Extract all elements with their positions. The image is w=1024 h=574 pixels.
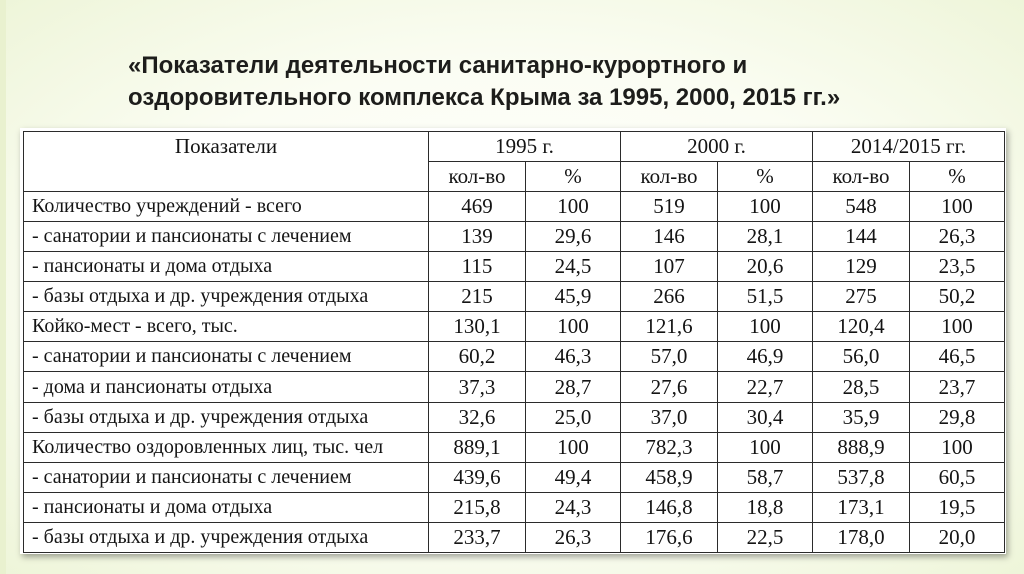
table-header-row [24,132,1005,162]
cell-count: 130,1 [429,312,526,342]
cell-percent: 30,4 [718,402,813,432]
indicators-table [23,131,1005,553]
cell-count: 32,6 [429,402,526,432]
cell-count: 233,7 [429,522,526,552]
row-label: Количество учреждений - всего [24,192,429,222]
cell-count: 28,5 [813,372,910,402]
cell-percent: 26,3 [526,522,621,552]
cell-count: 146 [621,222,718,252]
cell-count: 121,6 [621,312,718,342]
cell-percent: 46,9 [718,342,813,372]
cell-percent: 100 [910,312,1005,342]
cell-count: 120,4 [813,312,910,342]
cell-count: 469 [429,192,526,222]
cell-percent: 28,1 [718,222,813,252]
slide-title-line-2: оздоровительного комплекса Крыма за 1995, 2000, 2015 гг.» [128,84,841,111]
cell-count: 35,9 [813,402,910,432]
row-label: - санатории и пансионаты с лечением [24,462,429,492]
cell-percent: 100 [718,432,813,462]
table-row [24,492,1005,522]
cell-count: 537,8 [813,462,910,492]
table-row [24,462,1005,492]
table-row [24,282,1005,312]
cell-percent: 20,0 [910,522,1005,552]
cell-percent: 23,7 [910,372,1005,402]
cell-percent: 23,5 [910,252,1005,282]
subheader-count: кол-во [429,162,526,192]
cell-count: 548 [813,192,910,222]
cell-count: 176,6 [621,522,718,552]
cell-count: 266 [621,282,718,312]
row-label: - пансионаты и дома отдыха [24,492,429,522]
cell-count: 115 [429,252,526,282]
table-row [24,432,1005,462]
subheader-percent: % [718,162,813,192]
cell-count: 215 [429,282,526,312]
cell-percent: 50,2 [910,282,1005,312]
cell-count: 439,6 [429,462,526,492]
cell-count: 275 [813,282,910,312]
row-label: - базы отдыха и др. учреждения отдыха [24,402,429,432]
table-row [24,222,1005,252]
header-year-2000: 2000 г. [621,132,813,162]
subheader-percent: % [526,162,621,192]
row-label: Количество оздоровленных лиц, тыс. чел [24,432,429,462]
cell-count: 215,8 [429,492,526,522]
data-table-container [20,128,1006,554]
cell-percent: 28,7 [526,372,621,402]
cell-count: 144 [813,222,910,252]
cell-count: 129 [813,252,910,282]
row-label: - базы отдыха и др. учреждения отдыха [24,522,429,552]
cell-count: 37,0 [621,402,718,432]
table-row [24,402,1005,432]
cell-percent: 24,3 [526,492,621,522]
slide-title-line-1: «Показатели деятельности санитарно-курортного и [128,52,748,79]
cell-count: 139 [429,222,526,252]
row-label: - дома и пансионаты отдыха [24,372,429,402]
row-label: - пансионаты и дома отдыха [24,252,429,282]
cell-percent: 45,9 [526,282,621,312]
table-row [24,312,1005,342]
table-row [24,522,1005,552]
cell-count: 56,0 [813,342,910,372]
cell-percent: 49,4 [526,462,621,492]
cell-count: 888,9 [813,432,910,462]
cell-percent: 46,3 [526,342,621,372]
cell-percent: 100 [718,192,813,222]
cell-count: 458,9 [621,462,718,492]
cell-count: 782,3 [621,432,718,462]
cell-count: 27,6 [621,372,718,402]
row-label: Койко-мест - всего, тыс. [24,312,429,342]
subheader-count: кол-во [621,162,718,192]
table-row [24,372,1005,402]
row-label: - санатории и пансионаты с лечением [24,342,429,372]
cell-percent: 18,8 [718,492,813,522]
cell-count: 173,1 [813,492,910,522]
cell-count: 178,0 [813,522,910,552]
header-year-1995: 1995 г. [429,132,621,162]
cell-percent: 58,7 [718,462,813,492]
cell-count: 37,3 [429,372,526,402]
cell-percent: 46,5 [910,342,1005,372]
cell-percent: 51,5 [718,282,813,312]
cell-percent: 22,5 [718,522,813,552]
cell-percent: 29,6 [526,222,621,252]
subheader-count: кол-во [813,162,910,192]
slide-title [128,50,948,114]
cell-percent: 100 [718,312,813,342]
row-label: - базы отдыха и др. учреждения отдыха [24,282,429,312]
cell-percent: 19,5 [910,492,1005,522]
cell-count: 60,2 [429,342,526,372]
cell-percent: 100 [526,192,621,222]
row-label: - санатории и пансионаты с лечением [24,222,429,252]
cell-percent: 26,3 [910,222,1005,252]
cell-percent: 20,6 [718,252,813,282]
subheader-percent: % [910,162,1005,192]
cell-percent: 29,8 [910,402,1005,432]
header-year-2015: 2014/2015 гг. [813,132,1005,162]
cell-count: 146,8 [621,492,718,522]
cell-percent: 24,5 [526,252,621,282]
cell-percent: 100 [910,192,1005,222]
table-row [24,342,1005,372]
header-indicators: Показатели [24,132,429,192]
cell-percent: 100 [526,432,621,462]
cell-percent: 100 [526,312,621,342]
cell-percent: 100 [910,432,1005,462]
cell-count: 889,1 [429,432,526,462]
cell-percent: 60,5 [910,462,1005,492]
table-row [24,252,1005,282]
cell-percent: 25,0 [526,402,621,432]
cell-percent: 22,7 [718,372,813,402]
cell-count: 57,0 [621,342,718,372]
slide-edge [0,0,6,574]
table-row [24,192,1005,222]
cell-count: 107 [621,252,718,282]
cell-count: 519 [621,192,718,222]
